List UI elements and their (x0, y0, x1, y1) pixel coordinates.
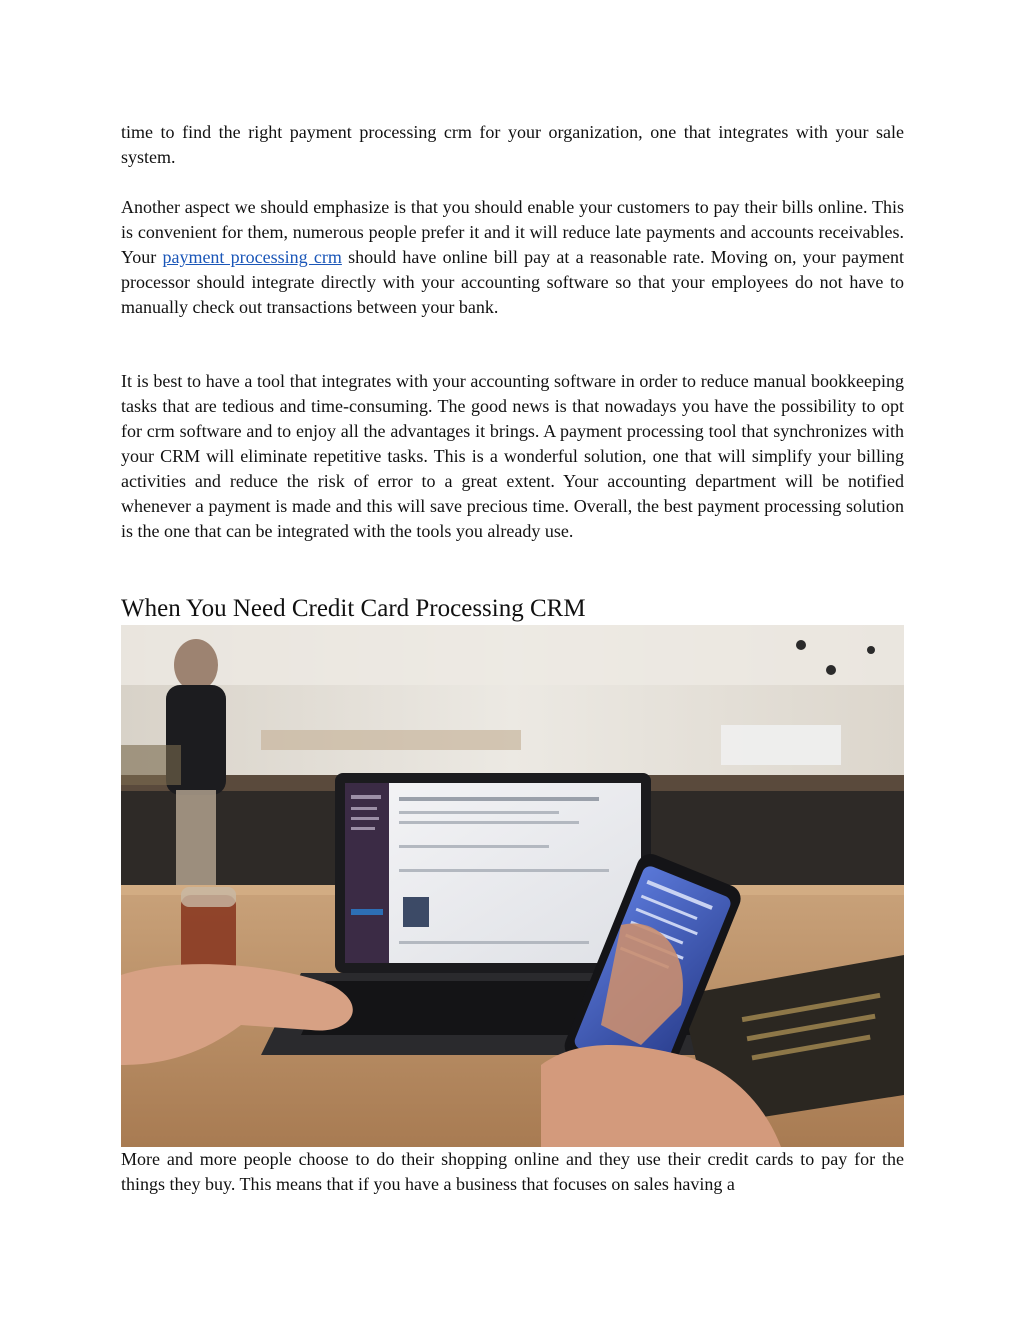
section-heading: When You Need Credit Card Processing CRM (121, 595, 586, 622)
paragraph-online-bill-pay (121, 195, 904, 320)
paragraph-intro-text: time to find the right payment processing crm for your organization, one that integrates with your sale system. (121, 122, 904, 167)
paragraph-accounting-integration-text: It is best to have a tool that integrates with your accounting software in order to reduce manual bookkeeping tasks that are tedious and time-consuming. The good news is that nowadays you have the possibility to opt for crm software and to enjoy all the advantages it brings. A payment processing tool that synchronizes with your CRM will eliminate repetitive tasks. This is a wonderful solution, one that will simplify your billing activities and reduce the risk of error to a great extent. Your accounting department will be notified whenever a payment is made and this will save precious time. Overall, the best payment processing solution is the one that can be integrated with the tools you already use. (121, 371, 904, 541)
payment-processing-crm-link[interactable]: payment processing crm (162, 247, 342, 267)
laptop-phone-photo (121, 625, 904, 1147)
paragraph-online-bill-pay-text-end: should have online bill pay at a reasonable rate. Moving on, your payment processor should integrate directly with your accounting software so that your employees do not have to manually check out transactions between your bank. (121, 247, 905, 317)
paragraph-intro (121, 120, 904, 170)
paragraph-online-shopping (121, 1147, 904, 1197)
paragraph-online-shopping-text: More and more people choose to do their shopping online and they use their credit cards to pay for the things they buy. This means that if you have a business that focuses on sales having a (121, 1149, 904, 1194)
paragraph-accounting-integration (121, 369, 904, 544)
paragraph-online-bill-pay-text-start: Another aspect we should emphasize is that you should enable your customers to pay their bills online. This is convenient for them, numerous people prefer it and it will reduce late payments and accounts receivables. Your (121, 197, 904, 267)
